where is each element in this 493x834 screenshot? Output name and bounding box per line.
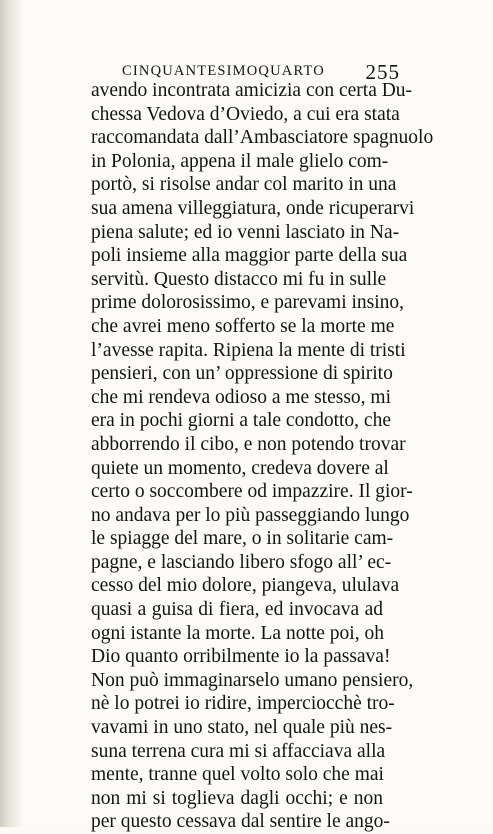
- text-line: no andava per lo più passeggiando lungo: [91, 504, 410, 526]
- text-line: quasi a guisa di fiera, ed invocava ad: [91, 599, 383, 621]
- text-line: mente, tranne quel volto solo che mai: [91, 764, 384, 786]
- text-line: le spiagge del mare, o in solitarie cam-: [91, 528, 394, 550]
- page-gutter-shadow: [0, 0, 22, 827]
- text-line: certo o soccombere od impazzire. Il gior-: [91, 481, 413, 503]
- text-line: poli insieme alla maggior parte della sua: [91, 245, 408, 267]
- body-text: [91, 79, 434, 834]
- text-line: che avrei meno sofferto se la morte me: [91, 315, 395, 337]
- text-line: pagne, e lasciando libero sfogo all’ ec-: [91, 551, 392, 573]
- text-line: vavami in uno stato, nel quale più nes-: [91, 717, 393, 739]
- running-head: CINQUANTESIMOQUARTO: [122, 63, 325, 79]
- text-line: quiete un momento, credeva dovere al: [91, 457, 389, 479]
- text-line: che mi rendeva odioso a me stesso, mi: [91, 386, 392, 408]
- text-line: Dio quanto orribilmente io la passava!: [91, 646, 391, 668]
- text-line: nè lo potrei io ridire, imperciocchè tro-: [91, 693, 395, 715]
- text-line: cesso del mio dolore, piangeva, ululava: [91, 575, 400, 597]
- text-line: suna terrena cura mi si affacciava alla: [91, 740, 386, 762]
- text-line: raccomandata dall’Ambasciatore spagnuolo: [91, 127, 434, 149]
- text-line: non mi si toglieva dagli occhi; e non: [91, 787, 383, 809]
- text-line: avendo incontrata amicizia con certa Du-: [91, 80, 413, 101]
- text-line: prime dolorosissimo, e parevami insino,: [91, 292, 405, 314]
- text-line: piena salute; ed io venni lasciato in Na-: [91, 221, 400, 243]
- text-line: l’avesse rapita. Ripiena la mente di tristi: [91, 339, 406, 361]
- text-line: era in pochi giorni a tale condotto, che: [91, 410, 391, 432]
- text-line: sua amena villeggiatura, onde ricuperarvi: [91, 197, 415, 219]
- text-line: in Polonia, appena il male glielo com-: [91, 150, 389, 172]
- text-line: ogni istante la morte. La notte poi, oh: [91, 622, 384, 644]
- text-line: servitù. Questo distacco mi fu in sulle: [91, 268, 387, 290]
- text-line: portò, si risolse andar col marito in una: [91, 174, 397, 196]
- text-line: Non può immaginarselo umano pensiero,: [91, 669, 414, 691]
- page-number: 255: [365, 60, 400, 84]
- text-line: abborrendo il cibo, e non potendo trovar: [91, 433, 406, 455]
- text-line: per questo cessava dal sentire le ango-: [91, 811, 390, 833]
- text-line: pensieri, con un’ oppressione di spirito: [91, 363, 393, 385]
- text-line: chessa Vedova d’Oviedo, a cui era stata: [91, 103, 400, 125]
